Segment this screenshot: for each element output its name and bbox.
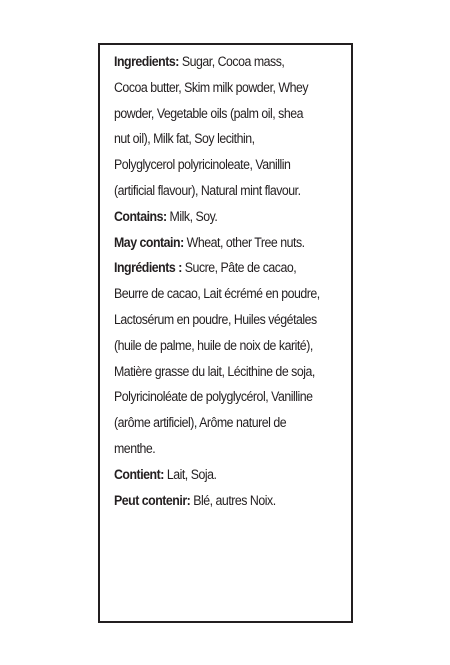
ingredients-fr-heading: Ingrédients : [114,260,182,277]
line-text: Polyglycerol polyricinoleate, Vanillin [114,157,291,174]
ingredients-en-heading: Ingredients: [114,54,179,70]
ingredients-fr-line-4 [114,334,351,360]
line-text: Cocoa butter, Skim milk powder, Whey [114,79,309,96]
line-text: (huile de palme, huile de noix de karité), [114,337,313,354]
line-text: nut oil), Milk fat, Soy lecithin, [114,131,255,148]
may-contain-en-heading: May contain: [114,234,184,251]
may-contain-fr-line [114,489,351,515]
ingredients-fr-line-7 [114,411,351,437]
ingredients-fr-line-2 [114,282,351,308]
may-contain-fr-heading: Peut contenir: [114,492,191,509]
line-text: menthe. [114,440,156,457]
contains-fr-heading: Contient: [114,466,164,483]
ingredients-en-line-3 [114,102,351,128]
ingredients-fr-line-8 [114,437,351,463]
line-text: (artificial flavour), Natural mint flavour. [114,182,301,199]
may-contain-en-line [114,231,351,257]
contains-en-heading: Contains: [114,208,167,225]
ingredients-label-panel [98,43,353,623]
ingredients-en-line-5 [114,153,351,179]
ingredients-fr-line-3 [114,308,351,334]
ingredients-fr-text: Sucre, Pâte de cacao, [181,260,297,277]
ingredients-en-line-1 [114,50,351,76]
line-text: powder, Vegetable oils (palm oil, shea [114,105,304,122]
contains-fr-line [114,463,351,489]
line-text: Polyricinoléate de polyglycérol, Vanilline [114,389,313,406]
ingredients-text-block [114,50,351,514]
contains-en-line [114,205,351,231]
line-text: (arôme artificiel), Arôme naturel de [114,415,287,432]
line-text: Matière grasse du lait, Lécithine de soja, [114,363,315,380]
ingredients-fr-line-6 [114,385,351,411]
ingredients-en-line-6 [114,179,351,205]
ingredients-en-text: Sugar, Cocoa mass, [178,54,285,70]
contains-fr-text: Lait, Soja. [163,466,217,483]
ingredients-en-line-2 [114,76,351,102]
may-contain-fr-text: Blé, autres Noix. [190,492,276,509]
line-text: Beurre de cacao, Lait écrémé en poudre, [114,286,320,303]
contains-en-text: Milk, Soy. [166,208,218,225]
ingredients-fr-line-1 [114,256,351,282]
line-text: Lactosérum en poudre, Huiles végétales [114,311,317,328]
may-contain-en-text: Wheat, other Tree nuts. [183,234,305,251]
ingredients-fr-line-5 [114,360,351,386]
ingredients-en-line-4 [114,127,351,153]
